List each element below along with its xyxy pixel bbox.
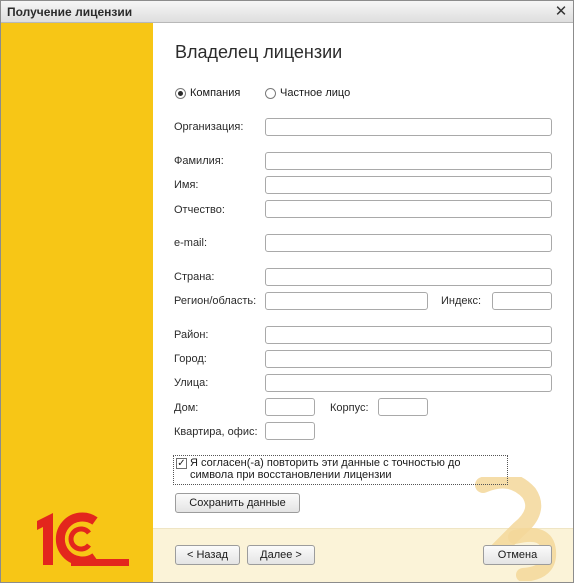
building-label: Корпус: [330,402,369,414]
patronymic-label: Отчество: [174,204,225,216]
region-field[interactable] [265,292,428,310]
apartment-field[interactable] [265,422,315,440]
title-bar [1,1,573,23]
1c-logo-icon [31,507,131,571]
organization-field[interactable] [265,118,552,136]
city-label: Город: [174,353,207,365]
district-label: Район: [174,329,209,341]
country-label: Страна: [174,271,215,283]
first-name-label: Имя: [174,179,199,191]
email-field[interactable] [265,234,552,252]
street-field[interactable] [265,374,552,392]
last-name-field[interactable] [265,152,552,170]
back-button[interactable]: < Назад [175,545,240,565]
region-label: Регион/область: [174,295,257,307]
postcode-field[interactable] [492,292,552,310]
house-field[interactable] [265,398,315,416]
radio-private-person[interactable] [265,85,350,101]
window-title: Получение лицензии [7,5,133,19]
district-field[interactable] [265,326,552,344]
organization-label: Организация: [174,121,244,133]
agreement-checkbox[interactable]: ✓ [177,458,186,469]
radio-company-button[interactable] [175,88,186,99]
close-icon[interactable]: ✕ [554,2,568,20]
country-field[interactable] [265,268,552,286]
watermark-logo-icon [471,477,561,581]
agreement-checkbox-group[interactable] [173,455,508,485]
postcode-label: Индекс: [441,295,482,307]
last-name-label: Фамилия: [174,155,224,167]
building-field[interactable] [378,398,428,416]
email-label: e-mail: [174,237,208,249]
page-title: Владелец лицензии [175,42,343,62]
first-name-field[interactable] [265,176,552,194]
house-label: Дом: [174,402,199,414]
street-label: Улица: [174,377,209,389]
apartment-label: Квартира, офис: [174,426,258,438]
city-field[interactable] [265,350,552,368]
patronymic-field[interactable] [265,200,552,218]
agreement-label: Я согласен(-а) повторить эти данные с точностью до символа при восстановлении лицензии [190,457,461,481]
radio-private-person-button[interactable] [265,88,276,99]
sidebar-panel [1,23,153,582]
radio-company[interactable] [175,85,240,101]
next-button[interactable]: Далее > [247,545,315,565]
radio-private-person-label: Частное лицо [280,87,351,99]
radio-company-label: Компания [190,87,241,99]
cancel-button[interactable]: Отмена [483,545,552,565]
save-data-button[interactable]: Сохранить данные [175,493,300,513]
